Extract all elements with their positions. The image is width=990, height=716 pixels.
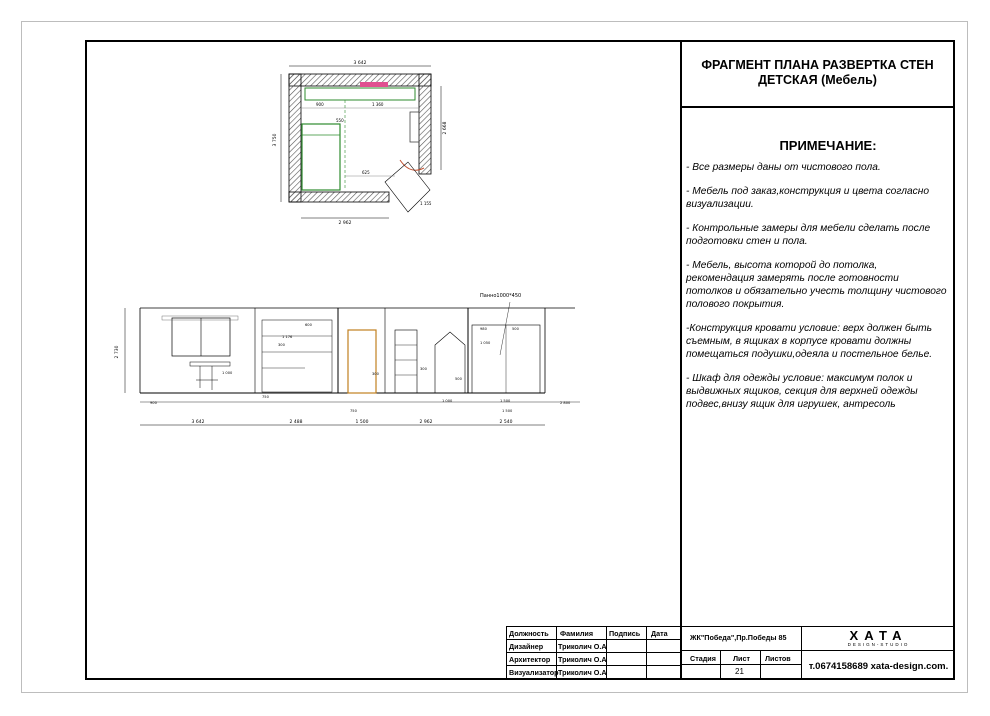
studio-logo (806, 628, 951, 647)
notes-heading: ПРИМЕЧАНИЕ: (779, 138, 877, 153)
title-box (682, 40, 953, 108)
plan-dim: 1 360 (372, 102, 384, 107)
panel-label: Панно1000*450 (480, 293, 522, 299)
elevation-dim: 2 800 (560, 401, 571, 405)
tb-sheet-label: Лист (733, 654, 750, 663)
tb-role: Дизайнер (509, 642, 544, 651)
plan-dim: 625 (362, 170, 370, 175)
note-item: - Мебель, высота которой до потолка, рекомендация замерять после готовности потолков и обязательно учесть толщину чистового полового покрытия. (686, 260, 947, 310)
plan-dim: 550 (336, 118, 344, 123)
elevation-dim: 750 (262, 395, 269, 399)
note-item: - Мебель под заказ,конструкция и цвета согласно визуализации. (686, 186, 930, 210)
tb-header: Должность (509, 629, 549, 638)
logo-text: ХАТА (849, 628, 908, 643)
tb-role: Архитектор (509, 655, 551, 664)
elevation-bottom-dim: 2 488 (289, 420, 303, 425)
plan-dim: 900 (316, 102, 324, 107)
elevation-dim: 980 (480, 327, 487, 331)
note-item: - Все размеры даны от чистового пола. (686, 162, 881, 173)
elevation-bottom-dim: 2 540 (499, 420, 513, 425)
tb-project: ЖК"Победа",Пр.Победы 85 (690, 633, 787, 642)
elevation-dim: 1 500 (502, 409, 513, 413)
note-item: -Конструкция кровати условие: верх должен быть съемным, в ящиках в корпусе кровати должны помещаться подушки,одеяла и постельное белье. (686, 323, 933, 360)
tb-name: Триколич О.А (558, 642, 607, 651)
wall-elevation (114, 293, 580, 425)
tb-name: Триколич О.А (558, 668, 607, 677)
elevation-dim: 1 176 (282, 335, 293, 339)
plan-dim-top: 3 642 (353, 61, 367, 66)
elevation-dim: 300 (420, 367, 427, 371)
elevation-bottom-dim: 2 962 (419, 420, 433, 425)
note-item: - Контрольные замеры для мебели сделать после подготовки стен и пола. (686, 223, 931, 247)
frame-divider (680, 40, 682, 680)
elevation-dim: 300 (278, 343, 285, 347)
logo-subtext: DESIGN-STUDIO (847, 642, 910, 647)
plan-dim-right: 2 668 (443, 121, 448, 135)
tb-header: Фамилия (560, 629, 594, 638)
tb-sheet-number: 21 (735, 667, 744, 676)
elevation-dim: 500 (455, 377, 462, 381)
elevation-dim: 1 500 (500, 399, 511, 403)
elevation-bottom-dim: 3 642 (191, 420, 205, 425)
contact-info: т.0674158689 xata-design.com. (808, 661, 949, 672)
tb-stage-label: Стадия (690, 654, 716, 663)
elevation-dim: 1 050 (480, 341, 491, 345)
title-line-1: ФРАГМЕНТ ПЛАНА РАЗВЕРТКА СТЕН (701, 58, 934, 72)
elevation-height: 2 730 (115, 345, 120, 359)
elevation-dim: 600 (305, 323, 312, 327)
tb-header: Подпись (609, 629, 641, 638)
plan-dim-left: 3 750 (273, 133, 278, 147)
tb-role: Визуализатор (509, 668, 559, 677)
tb-name: Триколич О.А (558, 655, 607, 664)
plan-dim: 1 155 (420, 201, 432, 206)
elevation-dim: 750 (350, 409, 357, 413)
elevation-dim: 500 (512, 327, 519, 331)
elevation-dim: 300 (372, 372, 379, 376)
elevation-dim: 900 (150, 401, 157, 405)
tb-sheets-label: Листов (765, 654, 791, 663)
title-line-2: ДЕТСКАЯ (Мебель) (758, 73, 877, 87)
notes (686, 138, 948, 422)
plan-dim-bottom: 2 962 (338, 221, 352, 226)
note-item: - Шкаф для одежды условие: максимум полок и выдвижных ящиков, секция для верхней одежды подвес,внизу ящик для игрушек, антресоль (686, 373, 918, 410)
elevation-dim: 1 000 (222, 371, 233, 375)
tb-header: Дата (651, 629, 668, 638)
floor-plan (272, 60, 448, 226)
drawings (95, 55, 675, 455)
elevation-dim: 1 000 (442, 399, 453, 403)
elevation-bottom-dim: 1 500 (355, 420, 369, 425)
